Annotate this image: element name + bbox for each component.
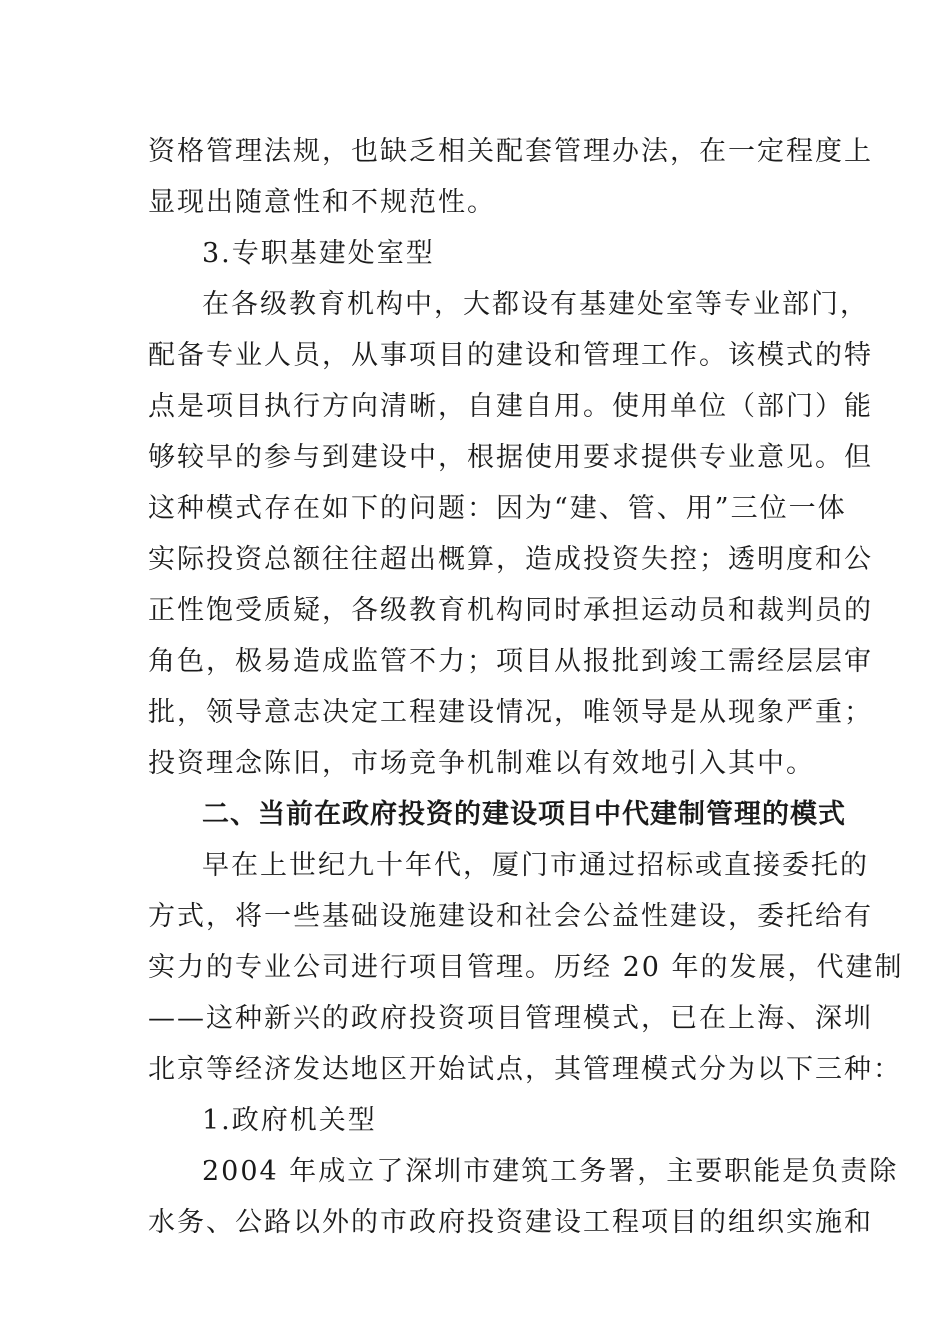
paragraph-line: 2004 年成立了深圳市建筑工务署，主要职能是负责除 <box>202 1156 899 1187</box>
paragraph-line: 实际投资总额往往超出概算，造成投资失控；透明度和公 <box>148 544 873 575</box>
paragraph-line: 点是项目执行方向清晰，自建自用。使用单位（部门）能 <box>148 391 873 422</box>
paragraph-line: 资格管理法规，也缺乏相关配套管理办法，在一定程度上 <box>148 136 873 167</box>
paragraph-line: 配备专业人员，从事项目的建设和管理工作。该模式的特 <box>148 340 873 371</box>
paragraph-line: 正性饱受质疑，各级教育机构同时承担运动员和裁判员的 <box>148 595 873 626</box>
paragraph-line: 显现出随意性和不规范性。 <box>148 187 496 218</box>
paragraph-line: 实力的专业公司进行项目管理。历经 20 年的发展，代建制 <box>148 952 904 983</box>
paragraph-line: 够较早的参与到建设中，根据使用要求提供专业意见。但 <box>148 442 873 473</box>
paragraph-line: 投资理念陈旧，市场竞争机制难以有效地引入其中。 <box>148 748 815 779</box>
paragraph-line: 早在上世纪九十年代，厦门市通过招标或直接委托的 <box>202 850 869 881</box>
section-heading: 二、当前在政府投资的建设项目中代建制管理的模式 <box>202 799 846 830</box>
subsection-heading: 3.专职基建处室型 <box>202 238 435 269</box>
paragraph-line: ——这种新兴的政府投资项目管理模式，已在上海、深圳 <box>148 1003 873 1034</box>
paragraph-line: 方式，将一些基础设施建设和社会公益性建设，委托给有 <box>148 901 873 932</box>
subsection-heading: 1.政府机关型 <box>202 1105 377 1136</box>
paragraph-line: 北京等经济发达地区开始试点，其管理模式分为以下三种： <box>148 1054 902 1085</box>
paragraph-line: 批，领导意志决定工程建设情况，唯领导是从现象严重； <box>148 697 873 728</box>
document-body <box>148 126 904 1248</box>
paragraph-line: 这种模式存在如下的问题：因为“建、管、用”三位一体 <box>148 493 847 524</box>
paragraph-line: 在各级教育机构中，大都设有基建处室等专业部门， <box>202 289 869 320</box>
paragraph-line: 角色，极易造成监管不力；项目从报批到竣工需经层层审 <box>148 646 873 677</box>
paragraph-line: 水务、公路以外的市政府投资建设工程项目的组织实施和 <box>148 1207 873 1238</box>
